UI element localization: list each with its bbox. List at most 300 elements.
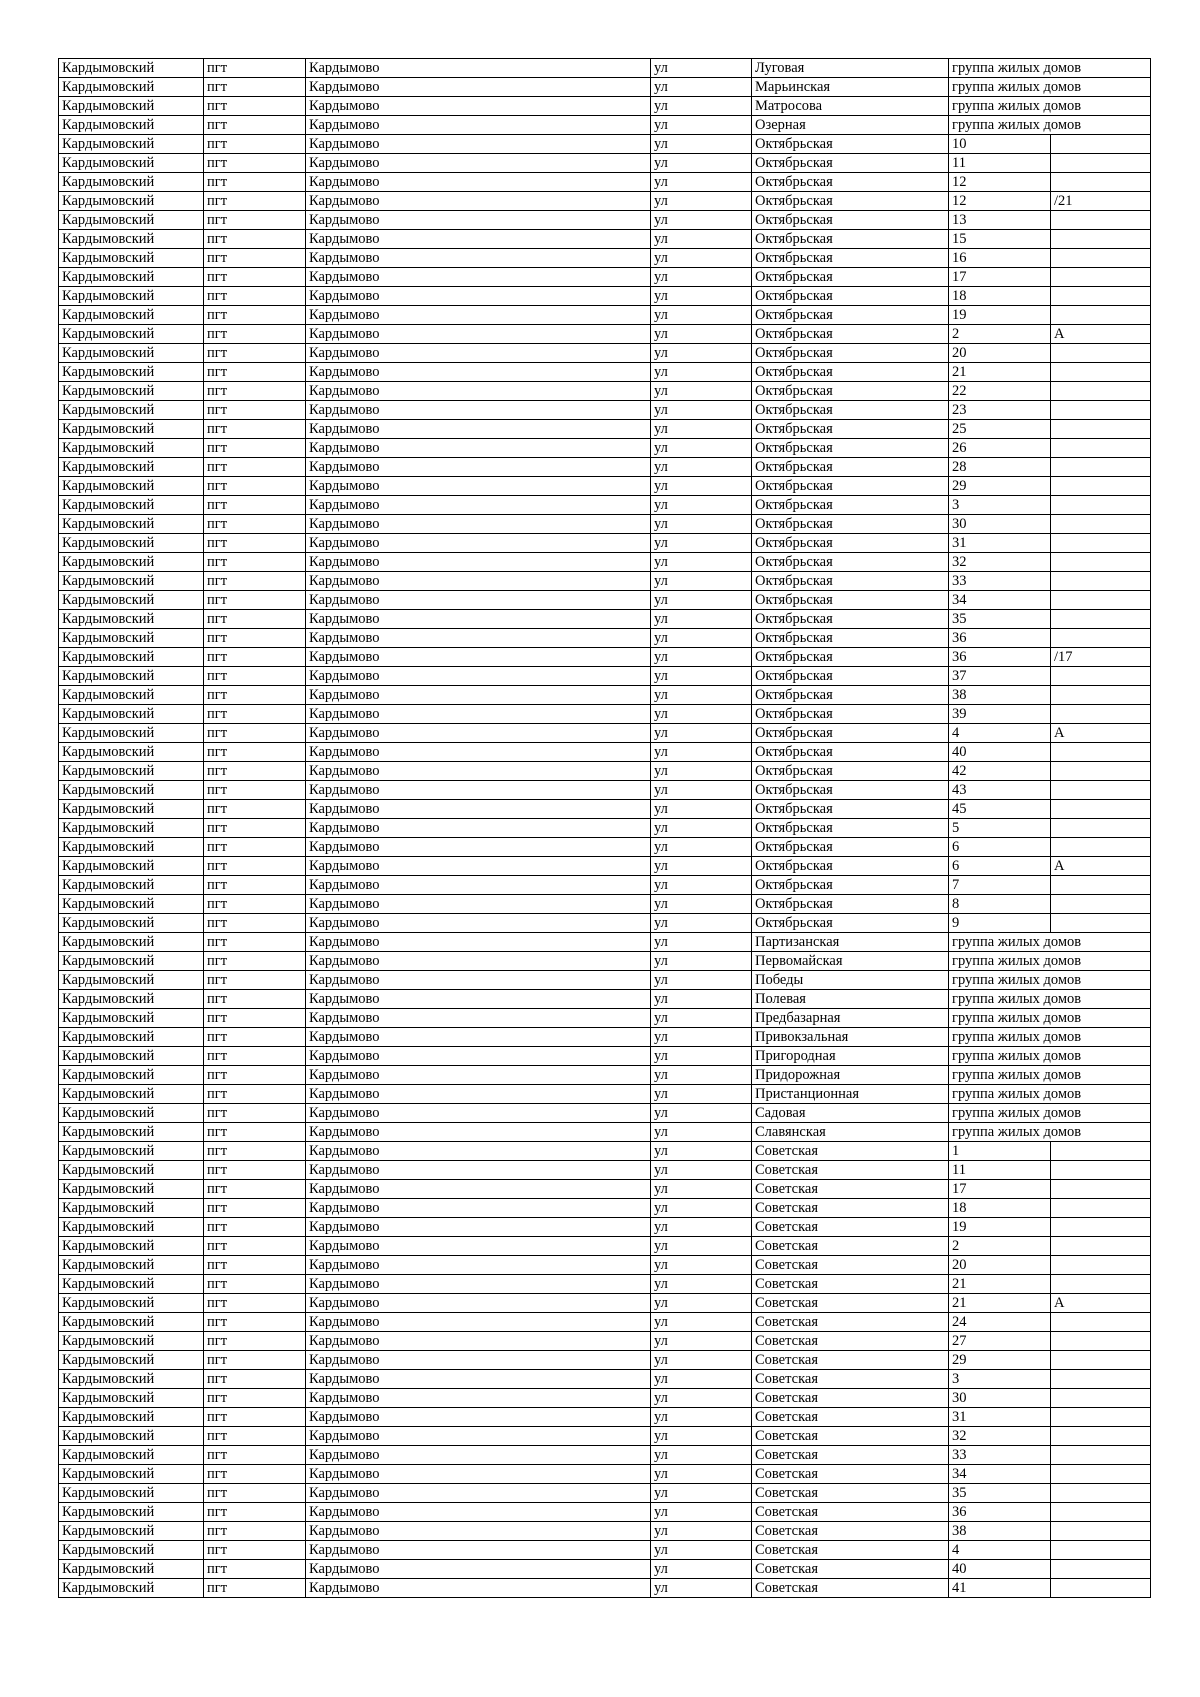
street-type-cell: ул bbox=[651, 990, 752, 1009]
suffix-cell bbox=[1051, 572, 1151, 591]
street-type-cell: ул bbox=[651, 1484, 752, 1503]
settlement-cell: Кардымово bbox=[306, 876, 651, 895]
settlement-type-cell: пгт bbox=[204, 1541, 306, 1560]
settlement-cell: Кардымово bbox=[306, 1028, 651, 1047]
suffix-cell bbox=[1051, 1218, 1151, 1237]
table-row bbox=[59, 895, 1151, 914]
settlement-type-cell: пгт bbox=[204, 78, 306, 97]
settlement-cell: Кардымово bbox=[306, 667, 651, 686]
settlement-type-cell: пгт bbox=[204, 1389, 306, 1408]
suffix-cell bbox=[1051, 344, 1151, 363]
street-type-cell: ул bbox=[651, 1579, 752, 1598]
street-cell: Октябрьская bbox=[752, 743, 949, 762]
table-row bbox=[59, 648, 1151, 667]
street-cell: Пригородная bbox=[752, 1047, 949, 1066]
street-cell: Советская bbox=[752, 1237, 949, 1256]
house-cell: 13 bbox=[949, 211, 1051, 230]
table-row bbox=[59, 173, 1151, 192]
table-row bbox=[59, 230, 1151, 249]
settlement-type-cell: пгт bbox=[204, 135, 306, 154]
district-cell: Кардымовский bbox=[59, 610, 204, 629]
table-row bbox=[59, 192, 1151, 211]
district-cell: Кардымовский bbox=[59, 534, 204, 553]
street-cell: Предбазарная bbox=[752, 1009, 949, 1028]
settlement-cell: Кардымово bbox=[306, 1123, 651, 1142]
district-cell: Кардымовский bbox=[59, 59, 204, 78]
street-cell: Первомайская bbox=[752, 952, 949, 971]
settlement-type-cell: пгт bbox=[204, 154, 306, 173]
street-cell: Октябрьская bbox=[752, 477, 949, 496]
table-row bbox=[59, 1180, 1151, 1199]
district-cell: Кардымовский bbox=[59, 1104, 204, 1123]
settlement-cell: Кардымово bbox=[306, 344, 651, 363]
district-cell: Кардымовский bbox=[59, 382, 204, 401]
house-cell: 17 bbox=[949, 268, 1051, 287]
street-cell: Октябрьская bbox=[752, 458, 949, 477]
settlement-type-cell: пгт bbox=[204, 762, 306, 781]
settlement-type-cell: пгт bbox=[204, 382, 306, 401]
street-cell: Советская bbox=[752, 1332, 949, 1351]
table-row bbox=[59, 1560, 1151, 1579]
table-row bbox=[59, 496, 1151, 515]
street-type-cell: ул bbox=[651, 1313, 752, 1332]
district-cell: Кардымовский bbox=[59, 629, 204, 648]
district-cell: Кардымовский bbox=[59, 268, 204, 287]
suffix-cell bbox=[1051, 249, 1151, 268]
street-type-cell: ул bbox=[651, 1370, 752, 1389]
district-cell: Кардымовский bbox=[59, 211, 204, 230]
settlement-cell: Кардымово bbox=[306, 1009, 651, 1028]
street-type-cell: ул bbox=[651, 876, 752, 895]
settlement-cell: Кардымово bbox=[306, 439, 651, 458]
settlement-type-cell: пгт bbox=[204, 1047, 306, 1066]
street-type-cell: ул bbox=[651, 211, 752, 230]
street-type-cell: ул bbox=[651, 496, 752, 515]
street-cell: Советская bbox=[752, 1560, 949, 1579]
settlement-type-cell: пгт bbox=[204, 572, 306, 591]
street-cell: Октябрьская bbox=[752, 515, 949, 534]
house-cell: 37 bbox=[949, 667, 1051, 686]
district-cell: Кардымовский bbox=[59, 1560, 204, 1579]
street-cell: Советская bbox=[752, 1522, 949, 1541]
table-row bbox=[59, 1066, 1151, 1085]
settlement-cell: Кардымово bbox=[306, 135, 651, 154]
suffix-cell bbox=[1051, 553, 1151, 572]
suffix-cell bbox=[1051, 1256, 1151, 1275]
district-cell: Кардымовский bbox=[59, 1256, 204, 1275]
settlement-type-cell: пгт bbox=[204, 59, 306, 78]
street-type-cell: ул bbox=[651, 173, 752, 192]
street-type-cell: ул bbox=[651, 154, 752, 173]
house-group-cell: группа жилых домов bbox=[949, 1066, 1151, 1085]
table-row bbox=[59, 1503, 1151, 1522]
settlement-type-cell: пгт bbox=[204, 325, 306, 344]
table-row bbox=[59, 78, 1151, 97]
table-row bbox=[59, 591, 1151, 610]
settlement-type-cell: пгт bbox=[204, 1560, 306, 1579]
district-cell: Кардымовский bbox=[59, 800, 204, 819]
suffix-cell bbox=[1051, 1560, 1151, 1579]
street-type-cell: ул bbox=[651, 895, 752, 914]
street-cell: Советская bbox=[752, 1427, 949, 1446]
house-group-cell: группа жилых домов bbox=[949, 97, 1151, 116]
settlement-type-cell: пгт bbox=[204, 591, 306, 610]
settlement-type-cell: пгт bbox=[204, 667, 306, 686]
district-cell: Кардымовский bbox=[59, 1522, 204, 1541]
table-row bbox=[59, 1408, 1151, 1427]
settlement-type-cell: пгт bbox=[204, 249, 306, 268]
suffix-cell bbox=[1051, 1446, 1151, 1465]
district-cell: Кардымовский bbox=[59, 876, 204, 895]
table-row bbox=[59, 382, 1151, 401]
house-cell: 26 bbox=[949, 439, 1051, 458]
house-cell: 8 bbox=[949, 895, 1051, 914]
settlement-type-cell: пгт bbox=[204, 1028, 306, 1047]
settlement-cell: Кардымово bbox=[306, 363, 651, 382]
street-cell: Советская bbox=[752, 1351, 949, 1370]
street-type-cell: ул bbox=[651, 553, 752, 572]
settlement-cell: Кардымово bbox=[306, 515, 651, 534]
street-cell: Советская bbox=[752, 1142, 949, 1161]
settlement-cell: Кардымово bbox=[306, 781, 651, 800]
house-cell: 36 bbox=[949, 629, 1051, 648]
table-row bbox=[59, 1389, 1151, 1408]
street-cell: Октябрьская bbox=[752, 173, 949, 192]
street-cell: Октябрьская bbox=[752, 876, 949, 895]
street-cell: Привокзальная bbox=[752, 1028, 949, 1047]
street-cell: Октябрьская bbox=[752, 914, 949, 933]
table-row bbox=[59, 1161, 1151, 1180]
settlement-cell: Кардымово bbox=[306, 648, 651, 667]
settlement-cell: Кардымово bbox=[306, 1085, 651, 1104]
settlement-cell: Кардымово bbox=[306, 1484, 651, 1503]
settlement-cell: Кардымово bbox=[306, 268, 651, 287]
district-cell: Кардымовский bbox=[59, 1332, 204, 1351]
house-cell: 24 bbox=[949, 1313, 1051, 1332]
street-type-cell: ул bbox=[651, 534, 752, 553]
street-type-cell: ул bbox=[651, 933, 752, 952]
district-cell: Кардымовский bbox=[59, 97, 204, 116]
settlement-type-cell: пгт bbox=[204, 1123, 306, 1142]
table-row bbox=[59, 1047, 1151, 1066]
district-cell: Кардымовский bbox=[59, 1427, 204, 1446]
house-group-cell: группа жилых домов bbox=[949, 78, 1151, 97]
suffix-cell bbox=[1051, 534, 1151, 553]
house-cell: 34 bbox=[949, 1465, 1051, 1484]
settlement-cell: Кардымово bbox=[306, 1408, 651, 1427]
suffix-cell: /17 bbox=[1051, 648, 1151, 667]
street-cell: Октябрьская bbox=[752, 819, 949, 838]
house-group-cell: группа жилых домов bbox=[949, 971, 1151, 990]
street-type-cell: ул bbox=[651, 363, 752, 382]
street-cell: Октябрьская bbox=[752, 287, 949, 306]
street-cell: Октябрьская bbox=[752, 306, 949, 325]
table-row bbox=[59, 1199, 1151, 1218]
street-type-cell: ул bbox=[651, 1028, 752, 1047]
table-row bbox=[59, 1275, 1151, 1294]
settlement-type-cell: пгт bbox=[204, 1294, 306, 1313]
street-type-cell: ул bbox=[651, 800, 752, 819]
district-cell: Кардымовский bbox=[59, 363, 204, 382]
house-cell: 20 bbox=[949, 1256, 1051, 1275]
street-type-cell: ул bbox=[651, 629, 752, 648]
house-cell: 19 bbox=[949, 306, 1051, 325]
settlement-type-cell: пгт bbox=[204, 515, 306, 534]
settlement-cell: Кардымово bbox=[306, 192, 651, 211]
settlement-type-cell: пгт bbox=[204, 1446, 306, 1465]
suffix-cell bbox=[1051, 306, 1151, 325]
suffix-cell bbox=[1051, 914, 1151, 933]
district-cell: Кардымовский bbox=[59, 1028, 204, 1047]
settlement-cell: Кардымово bbox=[306, 1579, 651, 1598]
settlement-cell: Кардымово bbox=[306, 249, 651, 268]
suffix-cell bbox=[1051, 1389, 1151, 1408]
settlement-cell: Кардымово bbox=[306, 306, 651, 325]
district-cell: Кардымовский bbox=[59, 1313, 204, 1332]
district-cell: Кардымовский bbox=[59, 477, 204, 496]
table-row bbox=[59, 686, 1151, 705]
street-cell: Октябрьская bbox=[752, 610, 949, 629]
settlement-cell: Кардымово bbox=[306, 1522, 651, 1541]
settlement-type-cell: пгт bbox=[204, 705, 306, 724]
district-cell: Кардымовский bbox=[59, 344, 204, 363]
settlement-cell: Кардымово bbox=[306, 382, 651, 401]
street-type-cell: ул bbox=[651, 724, 752, 743]
suffix-cell bbox=[1051, 154, 1151, 173]
district-cell: Кардымовский bbox=[59, 325, 204, 344]
street-type-cell: ул bbox=[651, 648, 752, 667]
street-cell: Советская bbox=[752, 1256, 949, 1275]
street-type-cell: ул bbox=[651, 743, 752, 762]
street-cell: Октябрьская bbox=[752, 363, 949, 382]
street-cell: Луговая bbox=[752, 59, 949, 78]
district-cell: Кардымовский bbox=[59, 1218, 204, 1237]
street-cell: Советская bbox=[752, 1275, 949, 1294]
settlement-type-cell: пгт bbox=[204, 1275, 306, 1294]
suffix-cell bbox=[1051, 382, 1151, 401]
table-row bbox=[59, 762, 1151, 781]
street-cell: Октябрьская bbox=[752, 895, 949, 914]
district-cell: Кардымовский bbox=[59, 952, 204, 971]
district-cell: Кардымовский bbox=[59, 591, 204, 610]
table-row bbox=[59, 344, 1151, 363]
district-cell: Кардымовский bbox=[59, 78, 204, 97]
suffix-cell bbox=[1051, 895, 1151, 914]
settlement-type-cell: пгт bbox=[204, 1503, 306, 1522]
house-cell: 3 bbox=[949, 1370, 1051, 1389]
street-cell: Придорожная bbox=[752, 1066, 949, 1085]
street-type-cell: ул bbox=[651, 1085, 752, 1104]
settlement-cell: Кардымово bbox=[306, 325, 651, 344]
street-cell: Октябрьская bbox=[752, 420, 949, 439]
house-cell: 18 bbox=[949, 1199, 1051, 1218]
district-cell: Кардымовский bbox=[59, 1085, 204, 1104]
district-cell: Кардымовский bbox=[59, 857, 204, 876]
house-group-cell: группа жилых домов bbox=[949, 933, 1151, 952]
settlement-cell: Кардымово bbox=[306, 420, 651, 439]
settlement-type-cell: пгт bbox=[204, 686, 306, 705]
table-row bbox=[59, 1522, 1151, 1541]
street-type-cell: ул bbox=[651, 1294, 752, 1313]
suffix-cell bbox=[1051, 1142, 1151, 1161]
house-cell: 12 bbox=[949, 192, 1051, 211]
suffix-cell bbox=[1051, 781, 1151, 800]
street-type-cell: ул bbox=[651, 306, 752, 325]
street-type-cell: ул bbox=[651, 59, 752, 78]
street-type-cell: ул bbox=[651, 78, 752, 97]
suffix-cell bbox=[1051, 496, 1151, 515]
district-cell: Кардымовский bbox=[59, 1370, 204, 1389]
settlement-type-cell: пгт bbox=[204, 1066, 306, 1085]
suffix-cell: А bbox=[1051, 325, 1151, 344]
district-cell: Кардымовский bbox=[59, 458, 204, 477]
settlement-type-cell: пгт bbox=[204, 819, 306, 838]
street-cell: Октябрьская bbox=[752, 135, 949, 154]
settlement-type-cell: пгт bbox=[204, 1370, 306, 1389]
house-cell: 19 bbox=[949, 1218, 1051, 1237]
street-type-cell: ул bbox=[651, 762, 752, 781]
settlement-cell: Кардымово bbox=[306, 458, 651, 477]
table-row bbox=[59, 458, 1151, 477]
suffix-cell bbox=[1051, 173, 1151, 192]
settlement-type-cell: пгт bbox=[204, 1313, 306, 1332]
settlement-type-cell: пгт bbox=[204, 1218, 306, 1237]
street-type-cell: ул bbox=[651, 401, 752, 420]
table-row bbox=[59, 990, 1151, 1009]
settlement-cell: Кардымово bbox=[306, 971, 651, 990]
settlement-type-cell: пгт bbox=[204, 990, 306, 1009]
table-row bbox=[59, 1370, 1151, 1389]
suffix-cell: А bbox=[1051, 1294, 1151, 1313]
settlement-type-cell: пгт bbox=[204, 173, 306, 192]
street-cell: Октябрьская bbox=[752, 667, 949, 686]
table-row bbox=[59, 1427, 1151, 1446]
street-cell: Октябрьская bbox=[752, 496, 949, 515]
street-cell: Октябрьская bbox=[752, 401, 949, 420]
suffix-cell bbox=[1051, 211, 1151, 230]
suffix-cell bbox=[1051, 1199, 1151, 1218]
street-type-cell: ул bbox=[651, 1522, 752, 1541]
street-type-cell: ул bbox=[651, 344, 752, 363]
settlement-cell: Кардымово bbox=[306, 401, 651, 420]
settlement-cell: Кардымово bbox=[306, 591, 651, 610]
settlement-cell: Кардымово bbox=[306, 1180, 651, 1199]
house-cell: 30 bbox=[949, 1389, 1051, 1408]
house-cell: 23 bbox=[949, 401, 1051, 420]
street-type-cell: ул bbox=[651, 97, 752, 116]
settlement-cell: Кардымово bbox=[306, 1446, 651, 1465]
street-cell: Советская bbox=[752, 1503, 949, 1522]
table-row bbox=[59, 1446, 1151, 1465]
street-type-cell: ул bbox=[651, 1104, 752, 1123]
suffix-cell bbox=[1051, 135, 1151, 154]
district-cell: Кардымовский bbox=[59, 1009, 204, 1028]
street-cell: Советская bbox=[752, 1389, 949, 1408]
settlement-cell: Кардымово bbox=[306, 762, 651, 781]
district-cell: Кардымовский bbox=[59, 1275, 204, 1294]
house-group-cell: группа жилых домов bbox=[949, 952, 1151, 971]
house-cell: 40 bbox=[949, 1560, 1051, 1579]
district-cell: Кардымовский bbox=[59, 1180, 204, 1199]
street-cell: Октябрьская bbox=[752, 154, 949, 173]
street-type-cell: ул bbox=[651, 914, 752, 933]
suffix-cell bbox=[1051, 743, 1151, 762]
district-cell: Кардымовский bbox=[59, 705, 204, 724]
house-group-cell: группа жилых домов bbox=[949, 59, 1151, 78]
street-cell: Октябрьская bbox=[752, 629, 949, 648]
house-cell: 21 bbox=[949, 1294, 1051, 1313]
suffix-cell bbox=[1051, 230, 1151, 249]
suffix-cell: А bbox=[1051, 724, 1151, 743]
street-type-cell: ул bbox=[651, 1332, 752, 1351]
street-type-cell: ул bbox=[651, 1009, 752, 1028]
settlement-cell: Кардымово bbox=[306, 800, 651, 819]
district-cell: Кардымовский bbox=[59, 1142, 204, 1161]
settlement-type-cell: пгт bbox=[204, 838, 306, 857]
suffix-cell bbox=[1051, 876, 1151, 895]
table-row bbox=[59, 439, 1151, 458]
district-cell: Кардымовский bbox=[59, 781, 204, 800]
suffix-cell bbox=[1051, 762, 1151, 781]
house-cell: 36 bbox=[949, 648, 1051, 667]
table-row bbox=[59, 477, 1151, 496]
settlement-type-cell: пгт bbox=[204, 344, 306, 363]
district-cell: Кардымовский bbox=[59, 819, 204, 838]
house-group-cell: группа жилых домов bbox=[949, 1028, 1151, 1047]
settlement-cell: Кардымово bbox=[306, 952, 651, 971]
district-cell: Кардымовский bbox=[59, 1047, 204, 1066]
settlement-type-cell: пгт bbox=[204, 1484, 306, 1503]
settlement-type-cell: пгт bbox=[204, 876, 306, 895]
table-row bbox=[59, 363, 1151, 382]
district-cell: Кардымовский bbox=[59, 686, 204, 705]
settlement-type-cell: пгт bbox=[204, 477, 306, 496]
suffix-cell bbox=[1051, 1503, 1151, 1522]
district-cell: Кардымовский bbox=[59, 439, 204, 458]
district-cell: Кардымовский bbox=[59, 1161, 204, 1180]
settlement-cell: Кардымово bbox=[306, 1541, 651, 1560]
settlement-cell: Кардымово bbox=[306, 1294, 651, 1313]
street-cell: Советская bbox=[752, 1579, 949, 1598]
street-cell: Озерная bbox=[752, 116, 949, 135]
street-cell: Советская bbox=[752, 1408, 949, 1427]
street-cell: Октябрьская bbox=[752, 724, 949, 743]
settlement-cell: Кардымово bbox=[306, 477, 651, 496]
house-cell: 34 bbox=[949, 591, 1051, 610]
table-row bbox=[59, 211, 1151, 230]
house-group-cell: группа жилых домов bbox=[949, 1104, 1151, 1123]
settlement-type-cell: пгт bbox=[204, 1180, 306, 1199]
settlement-type-cell: пгт bbox=[204, 724, 306, 743]
table-row bbox=[59, 876, 1151, 895]
street-type-cell: ул bbox=[651, 1161, 752, 1180]
district-cell: Кардымовский bbox=[59, 743, 204, 762]
house-cell: 32 bbox=[949, 1427, 1051, 1446]
street-type-cell: ул bbox=[651, 705, 752, 724]
house-cell: 42 bbox=[949, 762, 1051, 781]
settlement-type-cell: пгт bbox=[204, 781, 306, 800]
settlement-cell: Кардымово bbox=[306, 838, 651, 857]
settlement-cell: Кардымово bbox=[306, 895, 651, 914]
street-cell: Октябрьская bbox=[752, 534, 949, 553]
table-row bbox=[59, 97, 1151, 116]
district-cell: Кардымовский bbox=[59, 173, 204, 192]
house-cell: 12 bbox=[949, 173, 1051, 192]
suffix-cell bbox=[1051, 629, 1151, 648]
district-cell: Кардымовский bbox=[59, 838, 204, 857]
suffix-cell bbox=[1051, 1579, 1151, 1598]
street-cell: Октябрьская bbox=[752, 249, 949, 268]
